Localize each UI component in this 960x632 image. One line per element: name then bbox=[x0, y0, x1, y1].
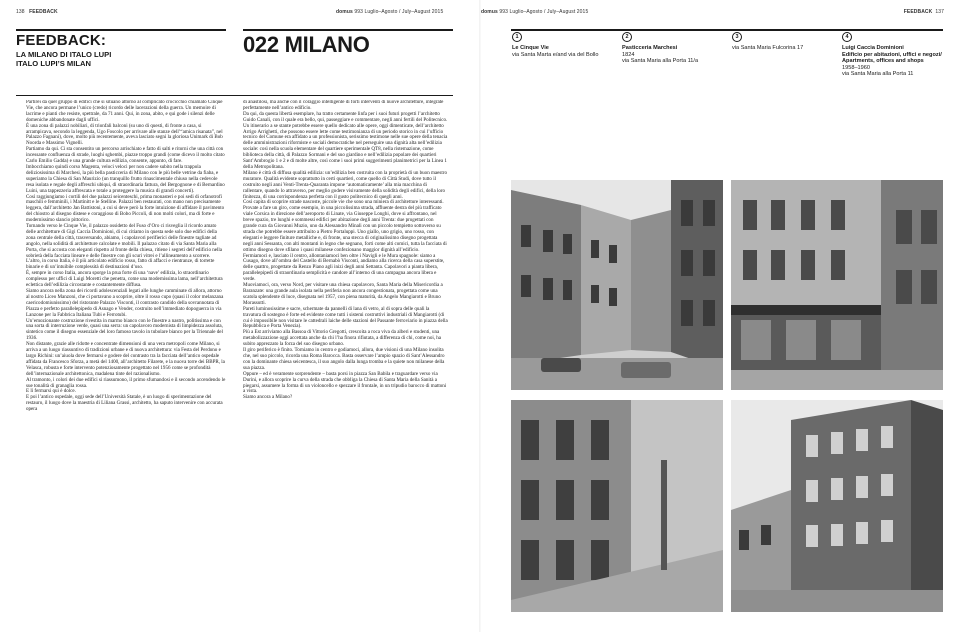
body-paragraph: Da qui, da questa libertà esemplare, ha tratto certamente linfa per i suoi futuri progetti l’architetto Guido Canali, con il quale era bello, qui, passeggiare e commentare, negli anni fertili del Politecnico. bbox=[243, 110, 448, 123]
photo-via-santa-maria-fulcorina bbox=[511, 400, 723, 612]
body-column-2 bbox=[243, 100, 448, 620]
body-paragraph: Partirei da quel gruppo di edifici che si situano attorno al complicato crocicchio chiamato Cinque Vie, che ancora permane l’unico (credo) ricordo delle lacerazioni della guerra. Un memoire di lacrime e pianti che resiste, spettrale, da 71 anni. Qui, in zona, abito, e qui gode i silenzi delle domeniche abbandonate dagli uffici. bbox=[26, 100, 223, 123]
location-number: 1 bbox=[512, 32, 522, 42]
body-paragraph: Al tramonto, i colori dei due edifici si riassumono, il primo sfumandosi e il secondo accendendo le sue tonalità di granaglia rossa. bbox=[26, 376, 226, 389]
page-gutter bbox=[479, 0, 481, 632]
body-paragraph: Tornando verso le Cinque Vie, il palazzo ossidetto del Fuso d’Oro ci risveglia il ricordo amato delle architetture di Gigi Caccia Dominioni, di cui citiamo in questa sede solo due edifici della zona centrale della città, trasversando, abiamo, i capolavori perifierici delle finestre tagliate ad angolo, nella solidità di architetture calcolate e mobili. Il palazzo citato di via Santa Maria alla Porta, che si accosta con eleganti rispetto al fronte della chiesa, ritiene i segreti dell’edificio nella sobrietà della facciata lineare e delle finestre con gli scuri vitrei e l’allineamento a scorrere. L’altro, in corso Italia, è il più articolato edificio rosso, fatto di affacci e rientranze, di torrette binarie e di un’intuibile complessità di destinazioni d’uso. bbox=[26, 223, 223, 271]
body-paragraph: Provate a fare un giro, come esempio, in una piccolissima strada, affluente destra del più trafficato viale Corsica in direzione dell’aeroporto di Linate, via Giuseppe Longhi, dove si affrontano, nel breve spazio, tre lunghi e sommessi edifici per abitazione degli anni Trenta: due progettati con grande cura da Giovanni Muzio, uno da Alessandro Minali con un piccolo tempietto sottoverso su strada che potrebbe essere attribuito a Pietro Portaluppi. Uno giallo, uno grigio, uno rosso, con eleganti e leggere finiture metalliche e, di fronte, una stecca di originalissimo disegno progettata negli anni Sessanta, con alti montanti in legno che segnano, forti come alti comici, tutta la facciata di ottimo disegno dove sfilano i quasi milanese confezionano maggior dignità all’edificio. bbox=[243, 205, 447, 253]
body-paragraph: Oppure – ed è veramente sorprendente – basta porsi in piazza San Babila e traguardare verso via Durini, e allora scoprire la curva della strada che obbliga la Chiesa di Santa Maria della Sanità a piegarsi, assumere la forma di un violoncello e spezzare il frontale, in un tripudio barocco di mattoni a vista. bbox=[243, 370, 447, 395]
body-paragraph: Fermiamoci e, lasciato il centro, allontaniamoci ben oltre i Navigli e le Mura spagnole: siamo a Cusago, dove all’ombra del Castello di Bernabò Visconti, andiamo alla ricerca della casa superstite, delle quattro, progettate da Renzo Piano agli inizi degli anni Settanta. Capolavori a pianta libera, parallelepipedi di straordinaria semplicità e candore all’interno di una campagna ancora libera e verde. bbox=[243, 252, 445, 283]
body-paragraph: Imbocchiamo quindi corso Magenta, veloci veloci per non cadere subito nella trappola deliziosissima di Marchesi, la più bella pasticceria di Milano con le più belle vetrine da fiaba, e superiamo la Chiesa di San Maurizio (un tranquillo frutto rinascimentale chiuso nella cedevole resa isolata e regale degli affreschi ubiqui, di straordinaria fattura, del Bergognone e di Bernardino Luini, una tappezzeria affrescata e totale a proteggere la musica di grandi concerti). bbox=[26, 163, 225, 194]
photo-cinque-vie bbox=[511, 180, 723, 390]
location-address: via Santa Maria alla Porta 11 bbox=[842, 71, 914, 78]
body-paragraph: Non distante, grazie alle ridotte e concentrate dimensioni di una vera metropoli come Milano, si arriva a un luogo riassuntivo di tradizioni urbane e di nuova architettura: via Festa del Perdono e largo Richini: un’aiuola dove fermarsi e godere del contrasto tra la facciata dell’antico ospedale affidata da Francesco Sforza, a metà del 1400, all’architetto Filarete, e la nuova torre dei BBPR, la Velasca, robusta e forte intervento potenziosamente progettato nel 1956 come se profondità dell’internazionale architettonica, madalena tinte del razionalismo. bbox=[26, 341, 225, 377]
body-paragraph: Un itinerario a se stante potrebbe essere quello dedicato alle opere, oggi dimenticate, dell’architetto Arrigo Arrighetti, che possono essere lette come testimonianza di un periodo storico in cui l’ufficio tecnico del Comune era affidato a un professionista, serissimo testimone nelle sue opere della tenacia delle amministrazioni riformiste e sociali democratiche nel perseguire una dignità alta nell’edilizia sociale: così nella scuola elementare del quartiere sperimentale QT8, nella ristemazione, come biblioteca della città, di Palazzo Sormani e del suo giardino e nell’edilizia popolare dei quartieri Sant’Ambrogio 1 e 2 e di molte altre, così come i suoi primi suggerimenti planimetrici per la Linea 1 della Metropolitana. bbox=[243, 122, 448, 170]
location-description: Edificio per abitazioni, uffici e negozi/ Apartments, offices and shops bbox=[842, 51, 942, 65]
body-paragraph: Più a Est arriviamo alla Bassoa di Vittorio Gregotti, crescoita a roca viva da alberi e studenti, una metabolizzazione oggi accettata anche da chi l’ha finora rifiutata, a differenza di chi, come noi, ha subito apprezzato la forza del suo disegno urbano. bbox=[243, 329, 442, 348]
location-address: via Santa Maria alla Porta 11/a bbox=[622, 58, 699, 65]
body-paragraph: Siamo ancora nella zona dei ricordi adolescenziali legati alle lunghe camminate di allora, attorno al nostro Liceo Manzoni, che ci portavano a scoprire, oltre il rosso cupo (quasi il color melanzana caericodomiunissimo) del ristorante Palazzo Visconti, il contrasto candido della sovrannotata di Piazza e perfetto parallelepipedo di Asnago e Vender, costruito nell’immediato dopoguerra in via Lanzone per la Fabbrica Italiana Tubi e Ferrotubi. bbox=[26, 288, 224, 318]
left-section-label: FEEDBACK bbox=[29, 9, 58, 15]
body-paragraph: È, sempre in corso Italia, ancora sporge la prua forte di una ‘nave’ edilizia, lo straordinario complesso per uffici di Luigi Moretti che penetra, come una modernissima lama, nell’architettura eclettica dell’edilizia circostante e costantemente diffusa. bbox=[26, 270, 223, 289]
right-section-label: FEEDBACK bbox=[903, 9, 933, 15]
right-page-number: 137 bbox=[935, 9, 944, 15]
location-name: Le Cinque Vie bbox=[512, 45, 549, 51]
header-rule-left bbox=[16, 29, 226, 31]
header-bottom-rule bbox=[16, 95, 453, 96]
locations-rule bbox=[511, 29, 943, 31]
location-address: via Santa Marta e/and via del Bollo bbox=[512, 51, 599, 58]
body-paragraph: Così raggiungiamo i cortili del due palazzi seicenteschi, prima monasteri e poi sedi di orfanotrofi maschili e femminili, i Martinitt e le Stelline. Palazzi ben restaurati, con mano non precisamente leggera, dall’architetto Jan Battistoni, a cui si deve però la forte intuizione di affidare il pavimento del chiostro al disegno distese e coraggioso di Bobo Piccoli, di non molti colori, ma di forte e modernissimo slancio pittorico. bbox=[26, 193, 225, 224]
body-paragraph: Partiamo da qui. Ci sta consentito un percorso arrischiato e fatto di salti e ritorni che una città con incessante confluenza di strade, luoghi sghembi, piazze troppo grandi (come dicevo il molto citato Carlo Emilio Gadda) e una grande cultura edilizia, consente, appunto, di fare. bbox=[26, 146, 225, 165]
body-paragraph: Così capita di scoprire strade nascoste, piccole vie che sono una miniera di architetture interessanti. bbox=[243, 199, 444, 206]
running-head-left bbox=[16, 9, 58, 15]
location-name: Pasticceria Marchesi bbox=[622, 45, 678, 51]
location-2 bbox=[622, 32, 727, 65]
body-column-1 bbox=[26, 100, 226, 620]
location-year: 1824 bbox=[622, 51, 635, 58]
running-head-right-magazine: domus 993 Luglio–Agosto / July–August 2015 bbox=[481, 9, 589, 15]
subtitle-italian: LA MILANO DI ITALO LUPI bbox=[16, 50, 112, 59]
location-number: 2 bbox=[622, 32, 632, 42]
header-rule-title bbox=[243, 29, 453, 31]
body-paragraph: di anastilosi, ma anche con il coraggio intelligente di forti interventi di nuove architetture, integrate perfettamente nell’antico edificio. bbox=[243, 100, 444, 111]
subtitle bbox=[16, 50, 216, 68]
location-4 bbox=[842, 32, 952, 78]
location-1 bbox=[512, 32, 617, 58]
photo-pasticceria-marchesi bbox=[731, 180, 943, 390]
body-paragraph: Pareti luminosissime e sacre, schermate da pannelli di lana di vetro, al di sopra delle quali la travatura di sostegno è forte ed evidente come tutti i sistemi costruttivi industriali di Mangiarotti (di cui è impossibile non visitare le cattedrali laiche delle stazioni del Passante ferroviario in piazza della Repubblica e Porta Venezia). bbox=[243, 305, 448, 330]
kicker: FEEDBACK: bbox=[16, 32, 107, 49]
subtitle-english: ITALO LUPI’S MILAN bbox=[16, 59, 91, 68]
body-paragraph: È una zona di palazzi nobiliari, di trionfali balconi (su uno di questi, di fronte a casa, si arrampicava, secondo la leggenda, Ugo Foscolo per arrivare alle stanze dell’“amica risanata”, nel Palazzo Fagnani), dove, molto più recentemente, aveva lasciato segni la gloriosa Unimark di Bob Noorda e Massimo Vignelli. bbox=[26, 122, 223, 147]
location-3 bbox=[732, 32, 837, 52]
location-year: 1958–1960 bbox=[842, 64, 870, 71]
photo-caccia-dominioni-building bbox=[731, 400, 943, 612]
location-name: Luigi Caccia Dominioni bbox=[842, 45, 904, 51]
body-paragraph: E lì fermarsi qui è dolce. bbox=[26, 388, 76, 395]
location-address: via Santa Maria Fulcorina 17 bbox=[732, 45, 804, 51]
location-number: 4 bbox=[842, 32, 852, 42]
body-paragraph: Siamo ancora a Milano? bbox=[243, 394, 293, 401]
body-paragraph: Il giro periferico è finito. Torniamo in centro e godiamoci, allora, due visioni di una Milano insolita che, nel suo piccolo, ricorda una Roma Barocca. Basta osservare l’ampio spazio di Sant’Alessandro con la dominante chiesa seicentesca, il suo angolo dalla lunga tromba e la quiete non milanese della sua piazza. bbox=[243, 347, 445, 371]
body-paragraph: Un’emozionante costruzione rivestita in marmo bianco con le finestre a nastro, politissima e con una sorta di interruzione verde, quasi una serra: un capolavoro modernista di limpidezza assoluta, sintetico come il disegno essenziale del loro famoso tavolo in tubolare bianco per la Triennale del 1936. bbox=[26, 317, 223, 342]
left-page-number: 138 bbox=[16, 9, 25, 15]
body-paragraph: Milano è città di diffusa qualità edilizia: un’edilizia ben costruita con la proprietà di un buon maestro muratore. Qualità evidente soprattutto in certi quartieri, come quello di Città Studi, dove tutto il costruito negli anni Venti-Trenta-Quaranta impone ‘automaticamente’ alla mia macchina di rallentare, quando lo attraverso, per meglio godere visivamente della solidità degli edifici, della loro finitezza, di una corrispondenza perfetta con il gusto politecnico di quegli anni. bbox=[243, 169, 447, 200]
body-paragraph: Muoviamoci, ora, verso Nord, per visitare una chiesa capolavoro, Santa Maria della Misericordia a Baranzate: una grande aula isolata nella periferia non ancora congestionata, progettata come una scatola splendente di luce, disegnata nel 1957, con piena maturità, da Angelo Mangiarotti e Bruno Morassutti. bbox=[243, 282, 443, 306]
location-number: 3 bbox=[732, 32, 742, 42]
article-title: 022 MILANO bbox=[243, 32, 370, 57]
running-head-left-magazine: domus 993 Luglio–Agosto / July–August 2015 bbox=[336, 9, 444, 15]
running-head-right bbox=[904, 9, 944, 15]
body-paragraph: E poi l’antico ospedale, oggi sede dell’Università Statale, è un luogo di sperimentazione del restauro, il luogo dove la maestria di Liliana Grassi, architetto, ha saputo intervenire con accurata opera bbox=[26, 394, 223, 413]
